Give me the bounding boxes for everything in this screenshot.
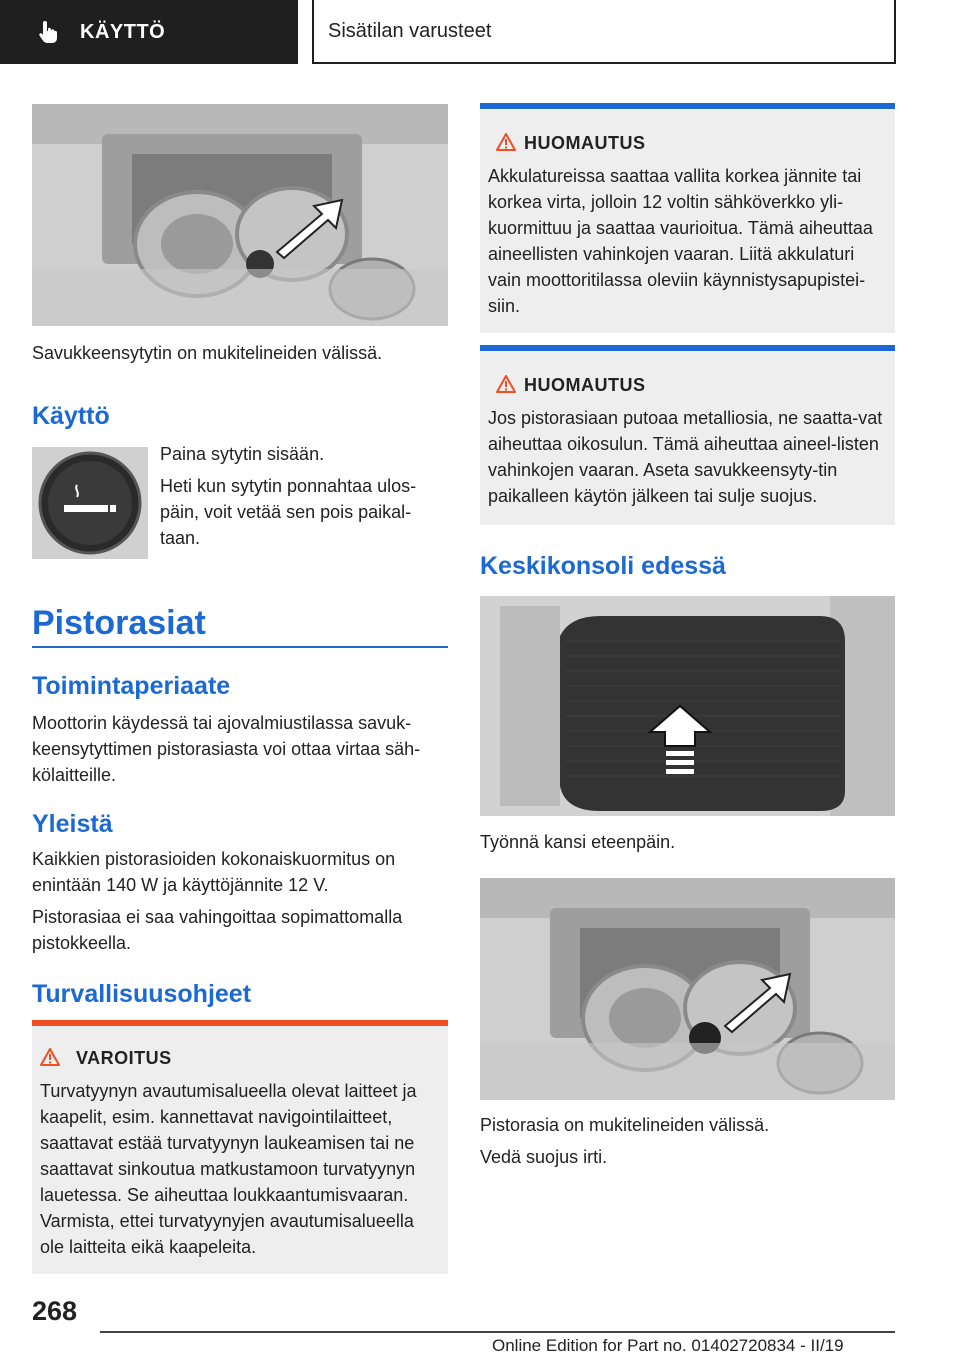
heading-yleista: Yleistä bbox=[32, 810, 113, 838]
caption-lighter-location: Savukkeensytytin on mukitelineiden välissä. bbox=[32, 343, 383, 363]
section-tab bbox=[0, 0, 298, 64]
socket-instructions bbox=[480, 1112, 895, 1176]
chapter-header bbox=[312, 0, 896, 64]
footer-rule bbox=[100, 1331, 895, 1333]
photo-console-cover bbox=[480, 596, 895, 816]
notice-title-1: HUOMAUTUS bbox=[524, 133, 646, 153]
caption-socket-location: Pistorasia on mukitelineiden välissä. bbox=[480, 1115, 770, 1135]
notice-title-2: HUOMAUTUS bbox=[524, 375, 646, 395]
caption-pull-cover: Vedä suojus irti. bbox=[480, 1147, 608, 1167]
kaytto-step-2: Heti kun sytytin ponnahtaa ulos-päin, voit vetää sen pois paikal-taan. bbox=[160, 476, 417, 548]
footer-edition-note: Online Edition for Part no. 01402720834 - II/19 bbox=[492, 1336, 844, 1355]
heading-pistorasiat: Pistorasiat bbox=[32, 604, 206, 642]
kaytto-step-1: Paina sytytin sisään. bbox=[160, 444, 325, 464]
kaytto-instructions bbox=[160, 441, 450, 557]
yleista-p1: Kaikkien pistorasioiden kokonaiskuormitus on enintään 140 W ja käyttöjännite 12 V. bbox=[32, 849, 396, 895]
photo-cigarette-lighter-location bbox=[32, 104, 448, 326]
photo-socket-location bbox=[480, 878, 895, 1100]
heading-divider bbox=[32, 646, 448, 648]
warning-bar bbox=[32, 1020, 448, 1026]
section-title: KÄYTTÖ bbox=[80, 20, 166, 43]
warning-box bbox=[32, 1020, 448, 1274]
warning-triangle-icon bbox=[40, 1048, 60, 1066]
notice-box-1 bbox=[480, 103, 895, 333]
notice-text-1: Akkulatureissa saattaa vallita korkea jännite tai korkea virta, jolloin 12 voltin sähköverkko yli-kuormittuu ja saattaa vaurioitua. Tämä aiheuttaa aineellisten vahinkojen vaaran. Liitä akkulaturi vain moottoritilassa oleviin käynnistysapupistei-siin. bbox=[488, 166, 873, 316]
yleista-p2: Pistorasiaa ei saa vahingoittaa sopimattomalla pistokkeella. bbox=[32, 907, 403, 953]
toimintaperiaate-text: Moottorin käydessä tai ajovalmiustilassa savuk-keensytyttimen pistorasiasta voi ottaa virtaa säh-kölaitteille. bbox=[32, 713, 421, 785]
heading-keskikonsoli: Keskikonsoli edessä bbox=[480, 552, 726, 580]
warning-title: VAROITUS bbox=[76, 1048, 172, 1068]
notice-bar-2 bbox=[480, 345, 895, 351]
notice-bar-1 bbox=[480, 103, 895, 109]
heading-kaytto: Käyttö bbox=[32, 402, 110, 430]
caption-push-cover: Työnnä kansi eteenpäin. bbox=[480, 832, 676, 852]
notice-triangle-icon-1 bbox=[496, 133, 516, 151]
notice-text-2: Jos pistorasiaan putoaa metalliosia, ne saatta-vat aiheuttaa oikosulun. Tämä aiheuttaa aineel-listen vahinkojen vaaran. Aseta savukkeensyty-tin paikalleen käytön jälkeen tai sulje suojus. bbox=[488, 408, 883, 506]
hand-pointer-icon bbox=[36, 19, 62, 45]
heading-toimintaperiaate: Toimintaperiaate bbox=[32, 672, 231, 700]
heading-turvallisuusohjeet: Turvallisuusohjeet bbox=[32, 980, 252, 1008]
photo-lighter-button bbox=[32, 447, 148, 559]
warning-text: Turvatyynyn avautumisalueella olevat laitteet ja kaapelit, esim. kannettavat navigointilaitteet, saattavat estää turvatyynyn laukeamisen tai ne saattavat sinkoutua matkustamoon turvatyynyn lauetessa. Se aiheuttaa loukkaantumisvaaran. Varmista, ettei turvatyynyjen avautumisalueella ole laitteita eikä kaapeleita. bbox=[40, 1081, 417, 1257]
notice-triangle-icon-2 bbox=[496, 375, 516, 393]
page-number: 268 bbox=[32, 1296, 78, 1326]
notice-box-2 bbox=[480, 345, 895, 525]
yleista-text bbox=[32, 846, 448, 962]
chapter-title: Sisätilan varusteet bbox=[328, 19, 492, 42]
